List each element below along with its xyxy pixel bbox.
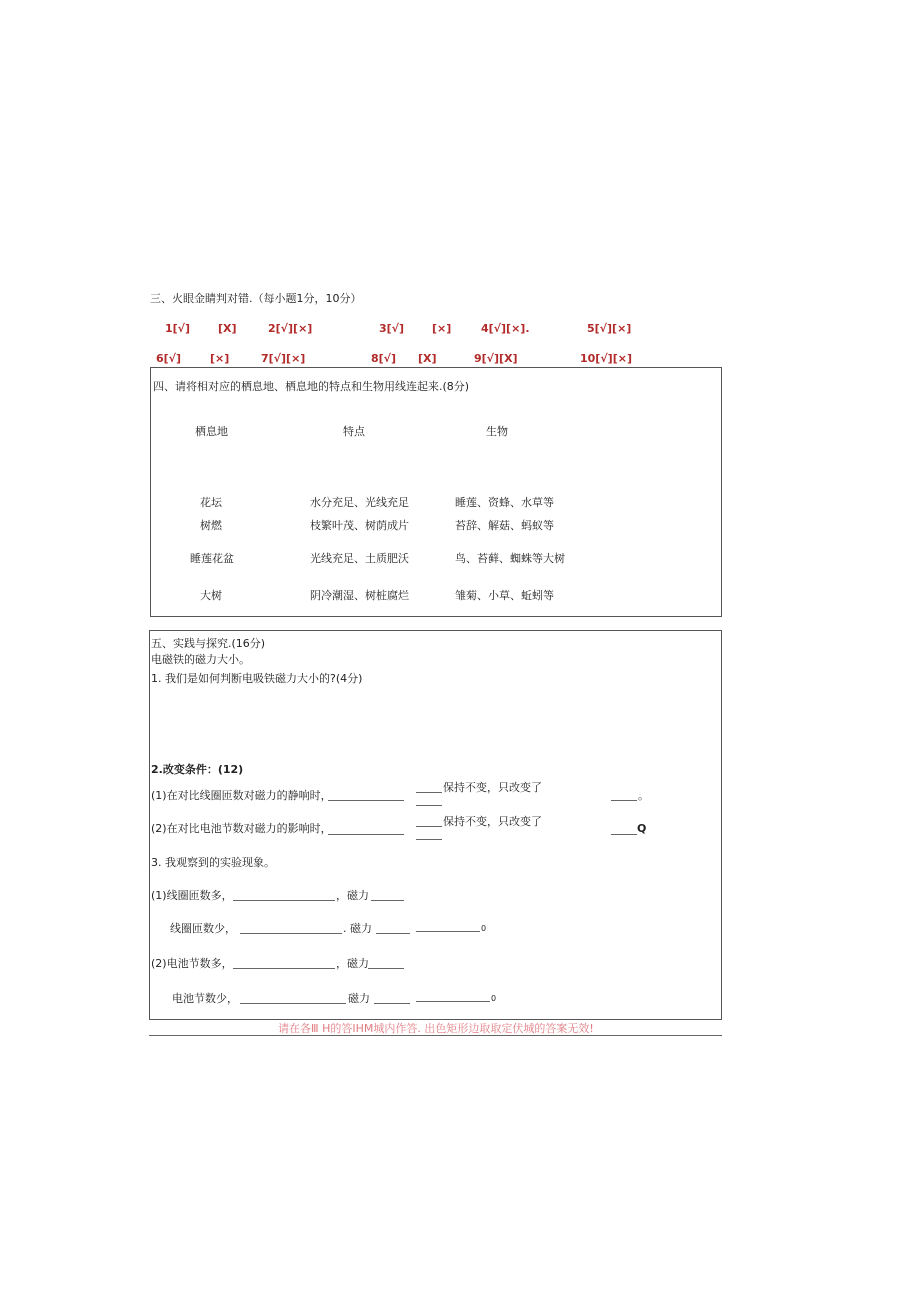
answer-1: 1[√] (165, 322, 191, 335)
section3-title: 三、火眼金睛判对错.（每小题1分，10分） (150, 292, 362, 305)
blank-line[interactable] (368, 968, 404, 969)
footer-note: 请在各Ⅲ H的答IHM城内作答. 出色矩形边取取定伏城的答案无效! (278, 1022, 594, 1035)
question-3-1a: (1)线圈匝数多， (151, 889, 233, 902)
organism-item: 睡莲、资蜂、水草等 (455, 496, 554, 509)
habitat-item: 树燃 (200, 519, 222, 532)
answer-3: 3[√] (379, 322, 405, 335)
question-1: 1. 我们是如何判断电吸铁磁力大小的?(4分) (151, 672, 363, 685)
answer-9: 9[√][X] (474, 352, 518, 365)
blank-line[interactable] (611, 800, 637, 801)
organism-item: 雏菊、小草、蚯蚓等 (455, 589, 554, 602)
section5-title: 五、实践与探究.(16分) (151, 637, 266, 650)
answer-6b: [×] (210, 352, 230, 365)
blank-line[interactable] (416, 839, 442, 840)
question-3-2b-end: 0 (491, 994, 497, 1003)
question-3-2b-mid: 磁力 (348, 992, 370, 1005)
answer-4: 4[√][×]. (481, 322, 530, 335)
blank-line[interactable] (374, 1003, 410, 1004)
answer-3b: [×] (432, 322, 452, 335)
question-2-1-end: 。 (638, 789, 649, 802)
question-2-1-mid: 保持不变，只改变了 (443, 781, 542, 794)
question-3-2a-mid: ，磁力 (336, 957, 369, 970)
question-2-2-end: Q (637, 822, 647, 835)
blank-line[interactable] (611, 834, 637, 835)
question-2: 2.改变条件：(12) (151, 763, 244, 776)
question-2-2-mid: 保持不变，只改变了 (443, 815, 542, 828)
blank-line[interactable] (240, 1003, 346, 1004)
blank-line[interactable] (416, 826, 442, 827)
question-2-1: (1)在对比线圈匝数对磁力的静响时， (151, 789, 332, 802)
blank-line[interactable] (416, 805, 442, 806)
blank-line[interactable] (416, 792, 442, 793)
organism-item: 鸟、苔藓、蜘蛛等大树 (455, 552, 565, 565)
section4-title: 四、请将相对应的栖息地、栖息地的特点和生物用线连起来.(8分) (153, 380, 470, 393)
answer-2: 2[√][×] (268, 322, 313, 335)
blank-line[interactable] (233, 968, 335, 969)
blank-line[interactable] (376, 933, 410, 934)
blank-line[interactable] (233, 900, 335, 901)
habitat-item: 睡莲花盆 (190, 552, 234, 565)
blank-line[interactable] (416, 931, 480, 932)
blank-line[interactable] (328, 834, 404, 835)
blank-line[interactable] (371, 900, 404, 901)
question-3-2b: 电池节数少， (172, 992, 238, 1005)
blank-line[interactable] (328, 800, 404, 801)
question-3-1b-mid: . 磁力 (343, 922, 372, 935)
blank-line[interactable] (240, 933, 342, 934)
feature-item: 光线充足、土质肥沃 (310, 552, 409, 565)
question-3-1b: 线圈匝数少， (170, 922, 236, 935)
footer-rule (149, 1035, 722, 1036)
answer-5: 5[√][×] (587, 322, 632, 335)
feature-item: 枝繁叶茂、树荫成片 (310, 519, 409, 532)
header-organism: 生物 (486, 425, 508, 438)
header-feature: 特点 (343, 425, 365, 438)
answer-10: 10[√][×] (580, 352, 632, 365)
question-3: 3. 我观察到的实验现象。 (151, 856, 275, 869)
question-3-1a-mid: ，磁力 (336, 889, 369, 902)
habitat-item: 花坛 (200, 496, 222, 509)
answer-8b: [X] (418, 352, 437, 365)
question-3-1b-end: 0 (481, 924, 487, 933)
answer-6: 6[√] (156, 352, 182, 365)
answer-8: 8[√] (371, 352, 397, 365)
feature-item: 阴冷潮湿、树桩腐烂 (310, 589, 409, 602)
question-2-2: (2)在对比电池节数对磁力的影响时， (151, 822, 332, 835)
header-habitat: 栖息地 (195, 425, 228, 438)
section4-box (150, 367, 722, 617)
habitat-item: 大树 (200, 589, 222, 602)
answer-1b: [X] (218, 322, 237, 335)
question-3-2a: (2)电池节数多， (151, 957, 233, 970)
feature-item: 水分充足、光线充足 (310, 496, 409, 509)
organism-item: 苔辞、解菇、蚂蚁等 (455, 519, 554, 532)
answer-7: 7[√][×] (261, 352, 306, 365)
section5-subtitle: 电磁铁的磁力大小。 (151, 653, 250, 666)
blank-line[interactable] (416, 1001, 490, 1002)
